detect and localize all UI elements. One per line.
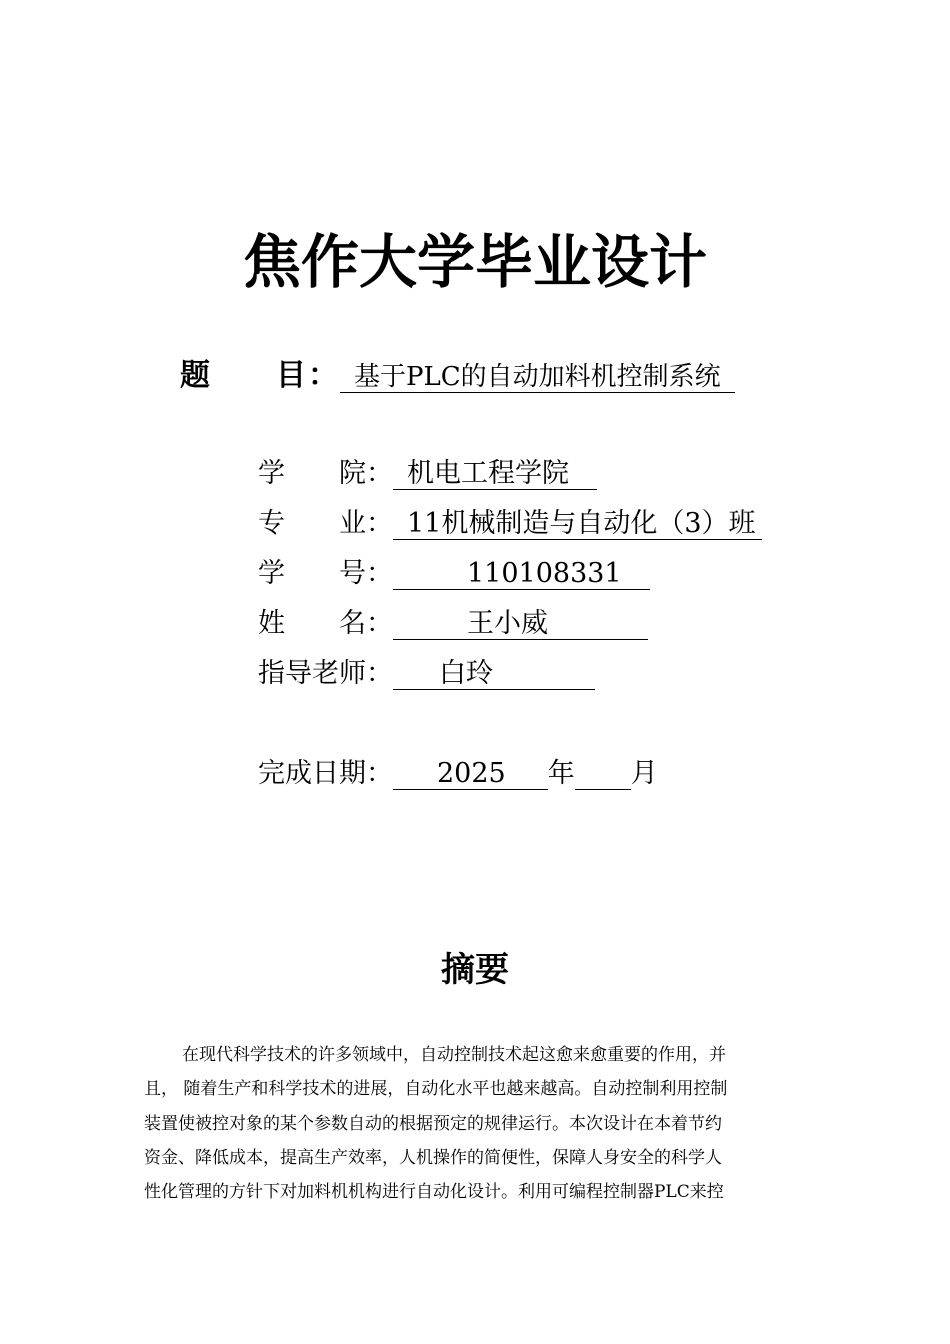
completion-date-label: 完成日期： — [258, 758, 393, 789]
thesis-title: 焦作大学毕业设计 — [242, 228, 707, 296]
completion-year: 2025 — [437, 758, 506, 789]
abstract-line: 装置使被控对象的某个参数自动的根据预定的规律运行。本次设计在本着节约 — [144, 1113, 722, 1134]
field-row-advisor — [258, 656, 595, 692]
field-row-name — [258, 606, 648, 642]
field-label-college: 学 院： — [258, 458, 393, 489]
field-row-major — [258, 506, 762, 542]
abstract-line: 在现代科学技术的许多领域中，自动控制技术起这愈来愈重要的作用，并 — [182, 1045, 726, 1065]
abstract-heading: 摘要 — [441, 950, 509, 990]
abstract-line: 且， 随着生产和科学技术的进展，自动化水平也越来越高。自动控制利用控制 — [144, 1079, 728, 1100]
abstract-line: 资金、降低成本，提高生产效率，人机操作的简便性，保障人身安全的科学人 — [144, 1147, 722, 1168]
topic-value-underline — [340, 362, 735, 393]
field-label-advisor: 指导老师： — [258, 658, 393, 689]
abstract-body — [144, 1038, 810, 1209]
field-underline-college — [393, 459, 597, 490]
abstract-line: 性化管理的方针下对加料机机构进行自动化设计。利用可编程控制器PLC来控 — [144, 1182, 724, 1203]
field-label-student-id: 学 号： — [258, 558, 393, 589]
field-row-student-id — [258, 556, 650, 592]
topic-row — [180, 356, 735, 396]
field-value-college: 机电工程学院 — [407, 458, 569, 489]
field-label-major: 专 业： — [258, 508, 393, 539]
field-value-major: 11机械制造与自动化（3）班 — [407, 508, 756, 539]
completion-month-unit: 月 — [630, 758, 658, 789]
field-underline-major — [393, 509, 762, 540]
field-label-name: 姓 名： — [258, 608, 393, 639]
completion-date-row — [258, 756, 658, 792]
completion-month-underline — [575, 759, 631, 790]
topic-value: 基于PLC的自动加料机控制系统 — [354, 362, 721, 392]
field-value-student-id: 110108331 — [467, 558, 622, 589]
completion-year-underline — [393, 759, 548, 790]
field-value-advisor: 白玲 — [439, 658, 493, 689]
field-underline-name — [393, 609, 648, 640]
field-underline-student-id — [393, 559, 650, 590]
field-underline-advisor — [393, 659, 595, 690]
field-row-college — [258, 456, 597, 492]
field-value-name: 王小威 — [467, 608, 548, 639]
topic-label: 题 目： — [180, 358, 340, 393]
completion-year-unit: 年 — [547, 758, 575, 789]
